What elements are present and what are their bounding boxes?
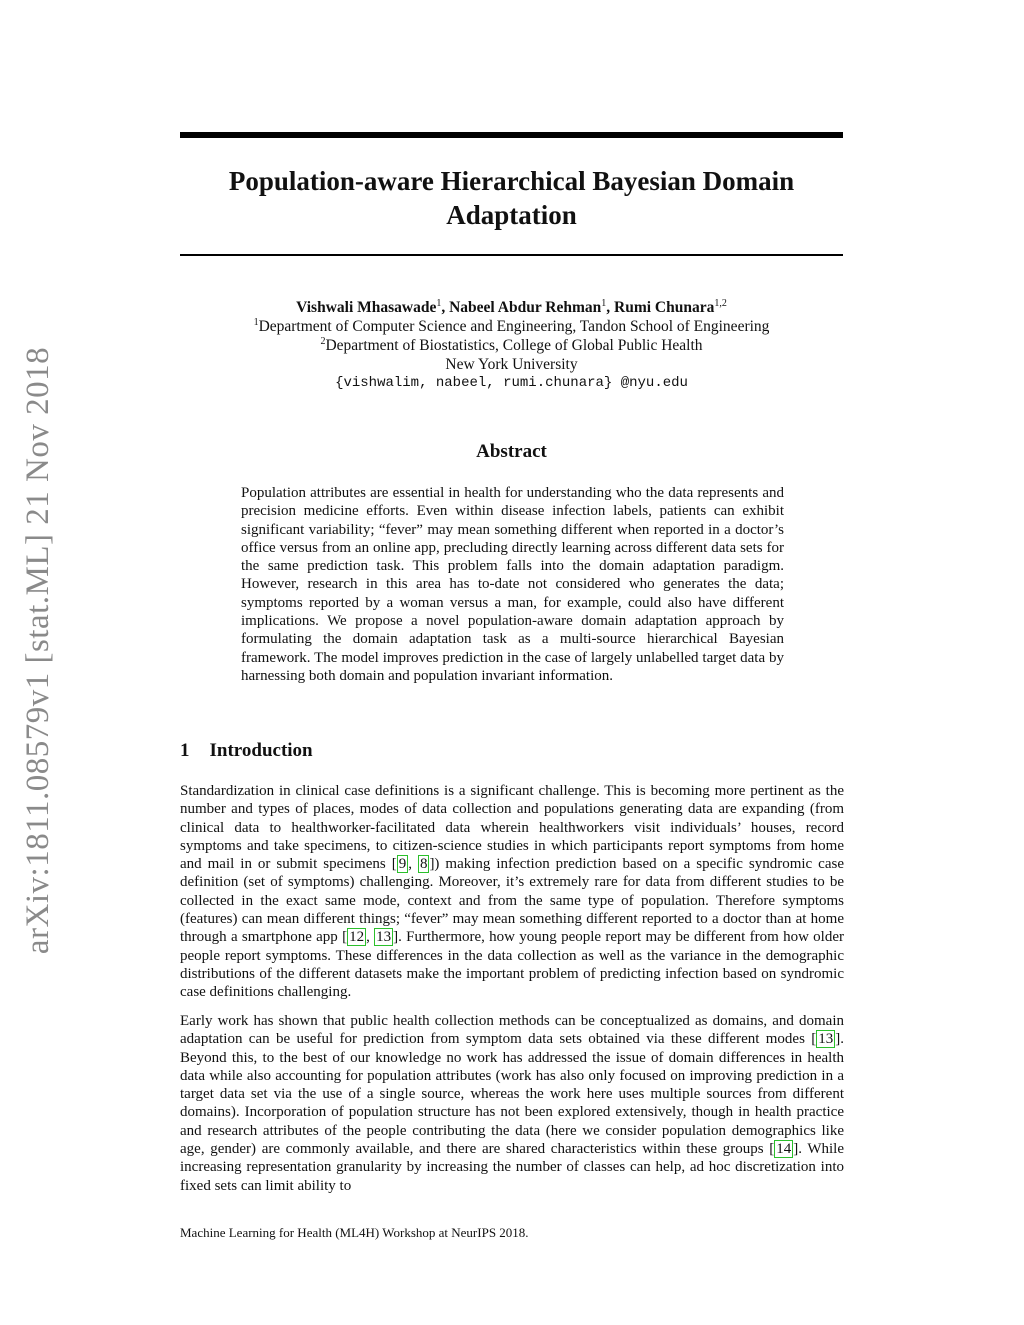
paper-title (180, 164, 843, 232)
paragraph-text: ]. Furthermore, how young people report may be different from how older people report symptoms. These differences in the data collection as well as the variance in the demographic distributions of the different datasets make the important problem of predicting infection based on syndromic case definitions challenging. (180, 929, 845, 1001)
section-heading-introduction (180, 740, 313, 762)
title-line-1: Population-aware Hierarchical Bayesian Domain (228, 166, 795, 196)
affiliation-1 (180, 317, 843, 336)
paragraph-text: ]. Beyond this, to the best of our knowledge no work has addressed the issue of domain differences in health data while also accounting for population attributes (work has also only focused on improving prediction in a target data set via the use of a single source, whereas the work here uses multiple sources from different domains). Incorporation of population structure has not been explored extensively, though in health practice and research attributes of the people contributing the data (here we consider population demographics like age, gender) are commonly available, and there are shared characteristics within these groups [ (180, 1031, 844, 1158)
citation-link[interactable]: 14 (776, 1141, 792, 1158)
section-title: Introduction (209, 740, 313, 761)
title-top-rule (180, 132, 843, 138)
author-1-name: Vishwali Mhasawade (296, 299, 437, 316)
intro-paragraph-1 (180, 782, 844, 1002)
title-bottom-rule (180, 254, 843, 256)
abstract-text: Population attributes are essential in health for understanding who the data represents and precision medicine efforts. Even within disease infection labels, patients can exhibit significant variability; “fever” may mean something different when reported in a doctor’s office versus from an online app, precluding directly learning across different data sets for the same prediction task. This problem falls into the domain adaptation paradigm. However, research in this area has to-date not considered who generates the data; symptoms reported by a woman versus a man, for example, could also have different implications. We propose a novel population-aware domain adaptation approach by formulating the domain adaptation task as a multi-source hierarchical Bayesian framework. The model improves prediction in the case of largely unlabelled target data by harnessing both domain and population invariant information. (241, 485, 784, 684)
citation-link[interactable]: 8 (419, 856, 428, 873)
abstract-heading: Abstract (476, 441, 547, 462)
author-3-affiliation-mark: 1,2 (714, 298, 727, 309)
citation-link[interactable]: 9 (398, 856, 407, 873)
affiliation-1-text: Department of Computer Science and Engineering, Tandon School of Engineering (258, 318, 770, 335)
citation-separator: , (366, 929, 375, 946)
citation-link[interactable]: 13 (818, 1031, 834, 1048)
paragraph-text: ]) making infection prediction based on a specific syndromic case definition (set of symptoms) challenging. Moreover, it’s extremely rare for data from different studies to be collected in the exact same mode, context and from the same type of population. Therefore symptoms (features) can mean different things; “fever” may mean something different reported to a doctor than at home through a smartphone app [ (180, 856, 844, 946)
author-3-name: Rumi Chunara (614, 299, 715, 316)
affiliation-1-mark: 1 (253, 317, 259, 328)
author-block (180, 298, 843, 393)
author-2-name: Nabeel Abdur Rehman (449, 299, 602, 316)
section-number: 1 (180, 740, 190, 761)
author-1-affiliation-mark: 1 (436, 298, 442, 309)
title-line-2: Adaptation (446, 200, 577, 230)
arxiv-identifier-stamp (14, 340, 64, 960)
affiliation-2-mark: 2 (320, 336, 326, 347)
citation-link[interactable]: 13 (376, 929, 392, 946)
affiliation-2-text: Department of Biostatistics, College of Global Public Health (325, 337, 703, 354)
author-2-affiliation-mark: 1 (601, 298, 607, 309)
citation-link[interactable]: 12 (349, 929, 365, 946)
venue-footnote: Machine Learning for Health (ML4H) Workshop at NeurIPS 2018. (180, 1225, 529, 1240)
author-emails: {vishwalim, nabeel, rumi.chunara} @nyu.edu (335, 375, 688, 391)
paragraph-text: ]. While increasing representation granularity by increasing the number of classes can help, ad hoc discretization into fixed sets can limit ability to (180, 1141, 844, 1194)
arxiv-identifier-text: arXiv:1811.08579v1 [stat.ML] 21 Nov 2018 (20, 346, 57, 954)
affiliation-2 (180, 336, 843, 355)
citation-separator: , (408, 856, 418, 873)
university-name: New York University (445, 356, 578, 373)
intro-paragraph-2 (180, 1012, 844, 1195)
author-names: Vishwali Mhasawade$^1$, Nabeel Abdur Rehman$^1$, Rumi Chunara$^{1,2}$ (296, 298, 727, 316)
paragraph-text: Standardization in clinical case definitions is a significant challenge. This is becoming more pertinent as the number and types of places, modes of data collection and populations generating data are expanding (from clinical data to healthworker-facilitated data wherein healthworkers visit individuals’ houses, record symptoms and take specimens, to citizen-science studies in which participants report symptoms from home and mail in or submit specimens [ (180, 783, 844, 873)
paragraph-text: Early work has shown that public health collection methods can be conceptualized as domains, and domain adaptation can be useful for prediction from symptom data sets obtained via these different modes [ (180, 1013, 844, 1048)
